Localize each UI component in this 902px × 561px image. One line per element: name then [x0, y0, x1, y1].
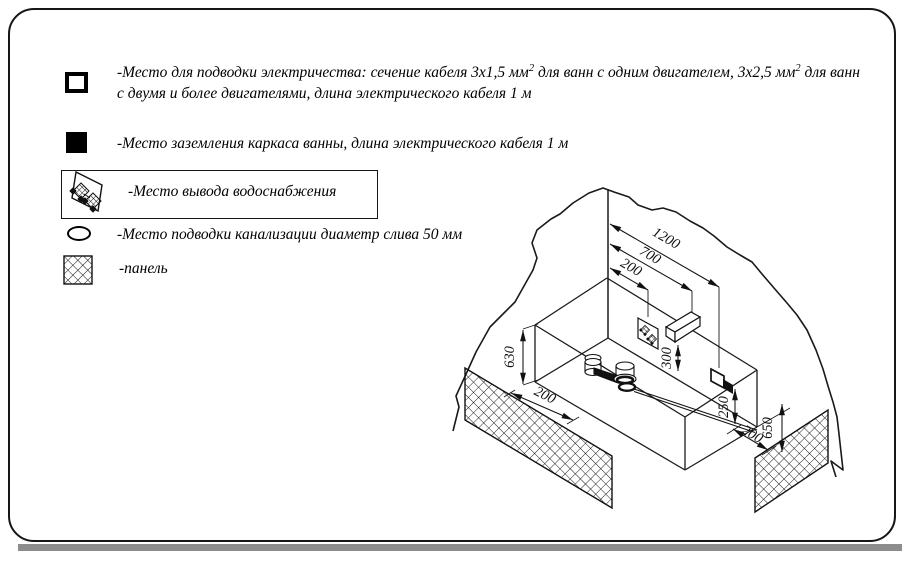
legend-water-supply-text: -Место вывода водоснабжения [128, 183, 337, 200]
electric-outlet-marker [711, 369, 724, 388]
dim-label-700: 700 [636, 243, 664, 268]
dim-label-630: 630 [502, 346, 518, 368]
wall-spout [666, 312, 700, 342]
dim-label-1200: 1200 [649, 224, 683, 253]
legend-panel-text: -панель [119, 260, 168, 277]
water-supply-outlet [638, 318, 658, 349]
legend-drain-text: -Место подводки канализации диаметр слива 50 мм [117, 226, 463, 243]
dim-label-200-floor: 200 [531, 383, 559, 408]
legend-electric-supply-text: -Место для подводки электричества: сечение кабеля 3х1,5 $мм^2$ для ванн с одним двигателем, 3х2,5 $мм^2$ для ванн с двумя и более двигателями, длина электрического кабеля 1 м [117, 62, 860, 102]
dim-label-650: 650 [760, 417, 776, 439]
dim-label-300: 300 [659, 347, 675, 369]
dim-label-250: 250 [716, 396, 732, 418]
legend-grounding-text: -Место заземления каркаса ванны, длина электрического кабеля 1 м [117, 135, 569, 152]
dim-label-200-wall: 200 [617, 255, 645, 280]
dim-label-200-right: 200 [738, 422, 766, 448]
drain-location-oval [619, 383, 635, 391]
